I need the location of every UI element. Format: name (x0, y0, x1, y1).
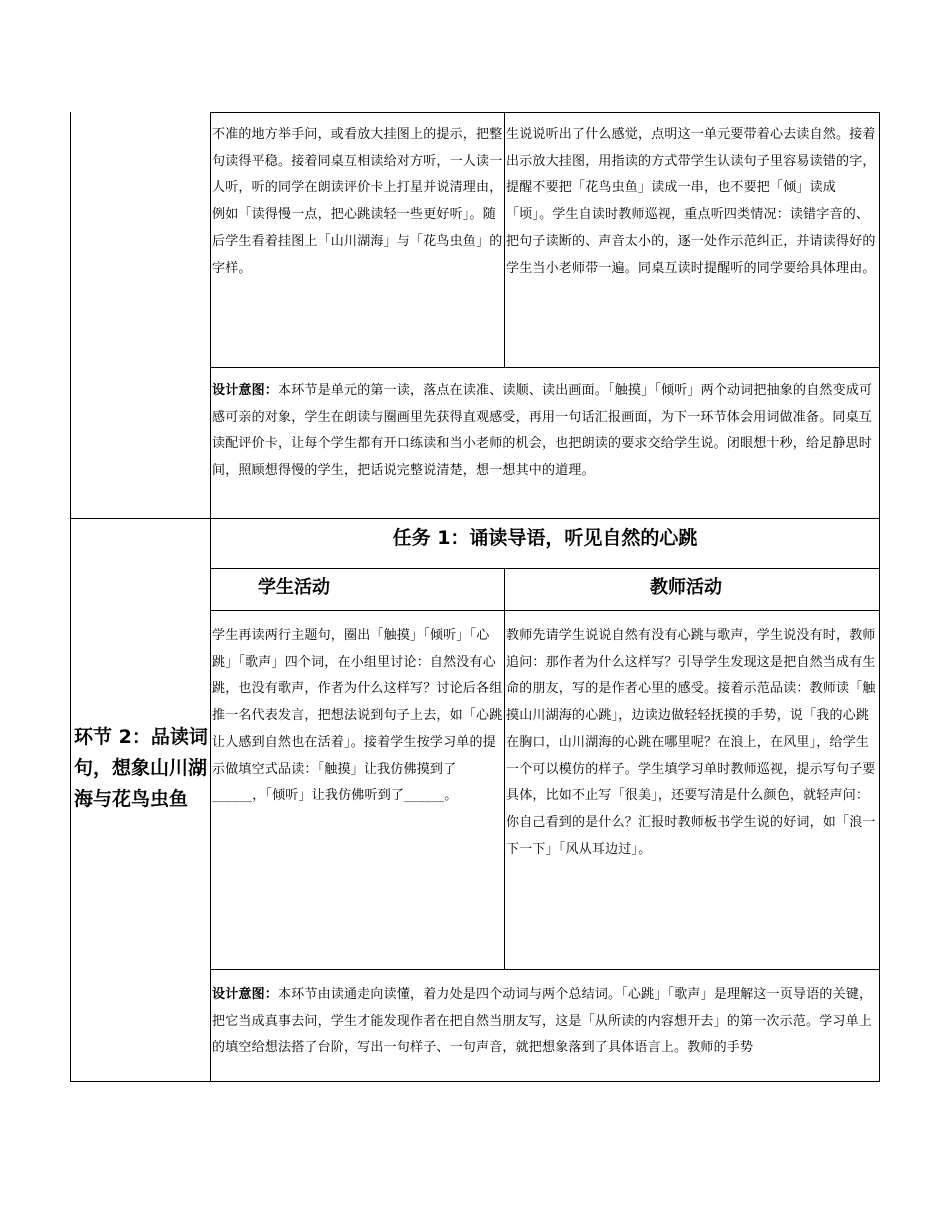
student-activity-header: 学生活动 (258, 577, 330, 598)
teacher-activity-text: 生说说听出了什么感觉，点明这一单元要带着心去读自然。接着出示放大挂图，用指读的方式带学生认读句子里容易读错的字，提醒不要把「花鸟虫鱼」读成一串，也不要把「倾」读成「顷」。学生自读时教师巡视，重点听四类情况：读错字音的、把句子读断的、声音太小的，逐一处作示范纠正，并请读得好的学生当小老师带一遍。同桌互读时提醒听的同学要给具体理由。 (506, 127, 876, 276)
design-intent-text: 本环节由读通走向读懂，着力处是四个动词与两个总结词。「心跳」「歌声」是理解这一页导语的关键，把它当成真事去问，学生才能发现作者在把自然当朋友写，这是「从所读的内容想开去」的第一次示范。学习单上的填空给想法搭了台阶，写出一句样子、一句声音，就把想象落到了具体语言上。教师的手势 (212, 987, 873, 1056)
student-activity-text: 学生再读两行主题句，圈出「触摸」「倾听」「心跳」「歌声」四个词，在小组里讨论：自然没有心跳，也没有歌声，作者为什么这样写？讨论后各组推一名代表发言，把想法说到句子上去，如「心跳让人感到自然也在活着」。接着学生按学习单的提示做填空式品读：「触摸」让我仿佛摸到了______，「倾听」让我仿佛听到了______。 (212, 628, 503, 804)
task-title: 任务 1：诵读导语，听见自然的心跳 (392, 527, 698, 549)
column-divider (210, 112, 211, 1082)
table-left-border (70, 112, 71, 1082)
student-activity-text: 不准的地方举手问，或看放大挂图上的提示，把整句读得平稳。接着同桌互相读给对方听，一人读一人听，听的同学在朗读评价卡上打星并说清理由，例如「读得慢一点，把心跳读轻一些更好听」。随后学生看着挂图上「山川湖海」与「花鸟虫鱼」的字样。 (212, 127, 503, 276)
column-divider (504, 112, 505, 368)
table-top-border (210, 112, 880, 113)
table-bottom-border (70, 1081, 880, 1082)
design-intent-text: 本环节是单元的第一读，落点在读准、读顺、读出画面。「触摸」「倾听」两个动词把抽象的自然变成可感可亲的对象，学生在朗读与圈画里先获得直观感受，再用一句话汇报画面，为下一环节体会用词做准备。同桌互读配评价卡，让每个学生都有开口练读和当小老师的机会，也把朗读的要求交给学生说。闭眼想十秒，给足静思时间，照顾想得慢的学生，把话说完整说清楚，想一想其中的道理。 (212, 383, 873, 479)
lesson-plan-table (70, 112, 880, 1082)
design-intent-label: 设计意图： (212, 383, 279, 398)
design-intent (212, 378, 876, 485)
column-divider (504, 568, 505, 970)
table-right-border (879, 112, 880, 1082)
teacher-activity-header: 教师活动 (650, 577, 722, 598)
row-divider (210, 367, 880, 368)
teacher-activity-text: 教师先请学生说说自然有没有心跳与歌声，学生说没有时，教师追问：那作者为什么这样写？引导学生发现这是把自然当成有生命的朋友，写的是作者心里的感受。接着示范品读：教师读「触摸山川湖海的心跳」，边读边做轻轻抚摸的手势，说「我的心跳在胸口，山川湖海的心跳在哪里呢？在浪上，在风里」，给学生一个可以模仿的样子。学生填学习单时教师巡视，提示写句子要具体，比如不止写「很美」，还要写清是什么颜色，就轻声问：你自己看到的是什么？汇报时教师板书学生说的好词，如「浪一下一下」「风从耳边过」。 (506, 628, 876, 857)
design-intent-label: 设计意图： (212, 987, 279, 1002)
row-divider (210, 969, 880, 970)
row-divider (210, 610, 880, 611)
section-title: 环节 2：品读词句，想象山川湖海与花鸟虫鱼 (74, 726, 208, 810)
design-intent (212, 982, 876, 1062)
